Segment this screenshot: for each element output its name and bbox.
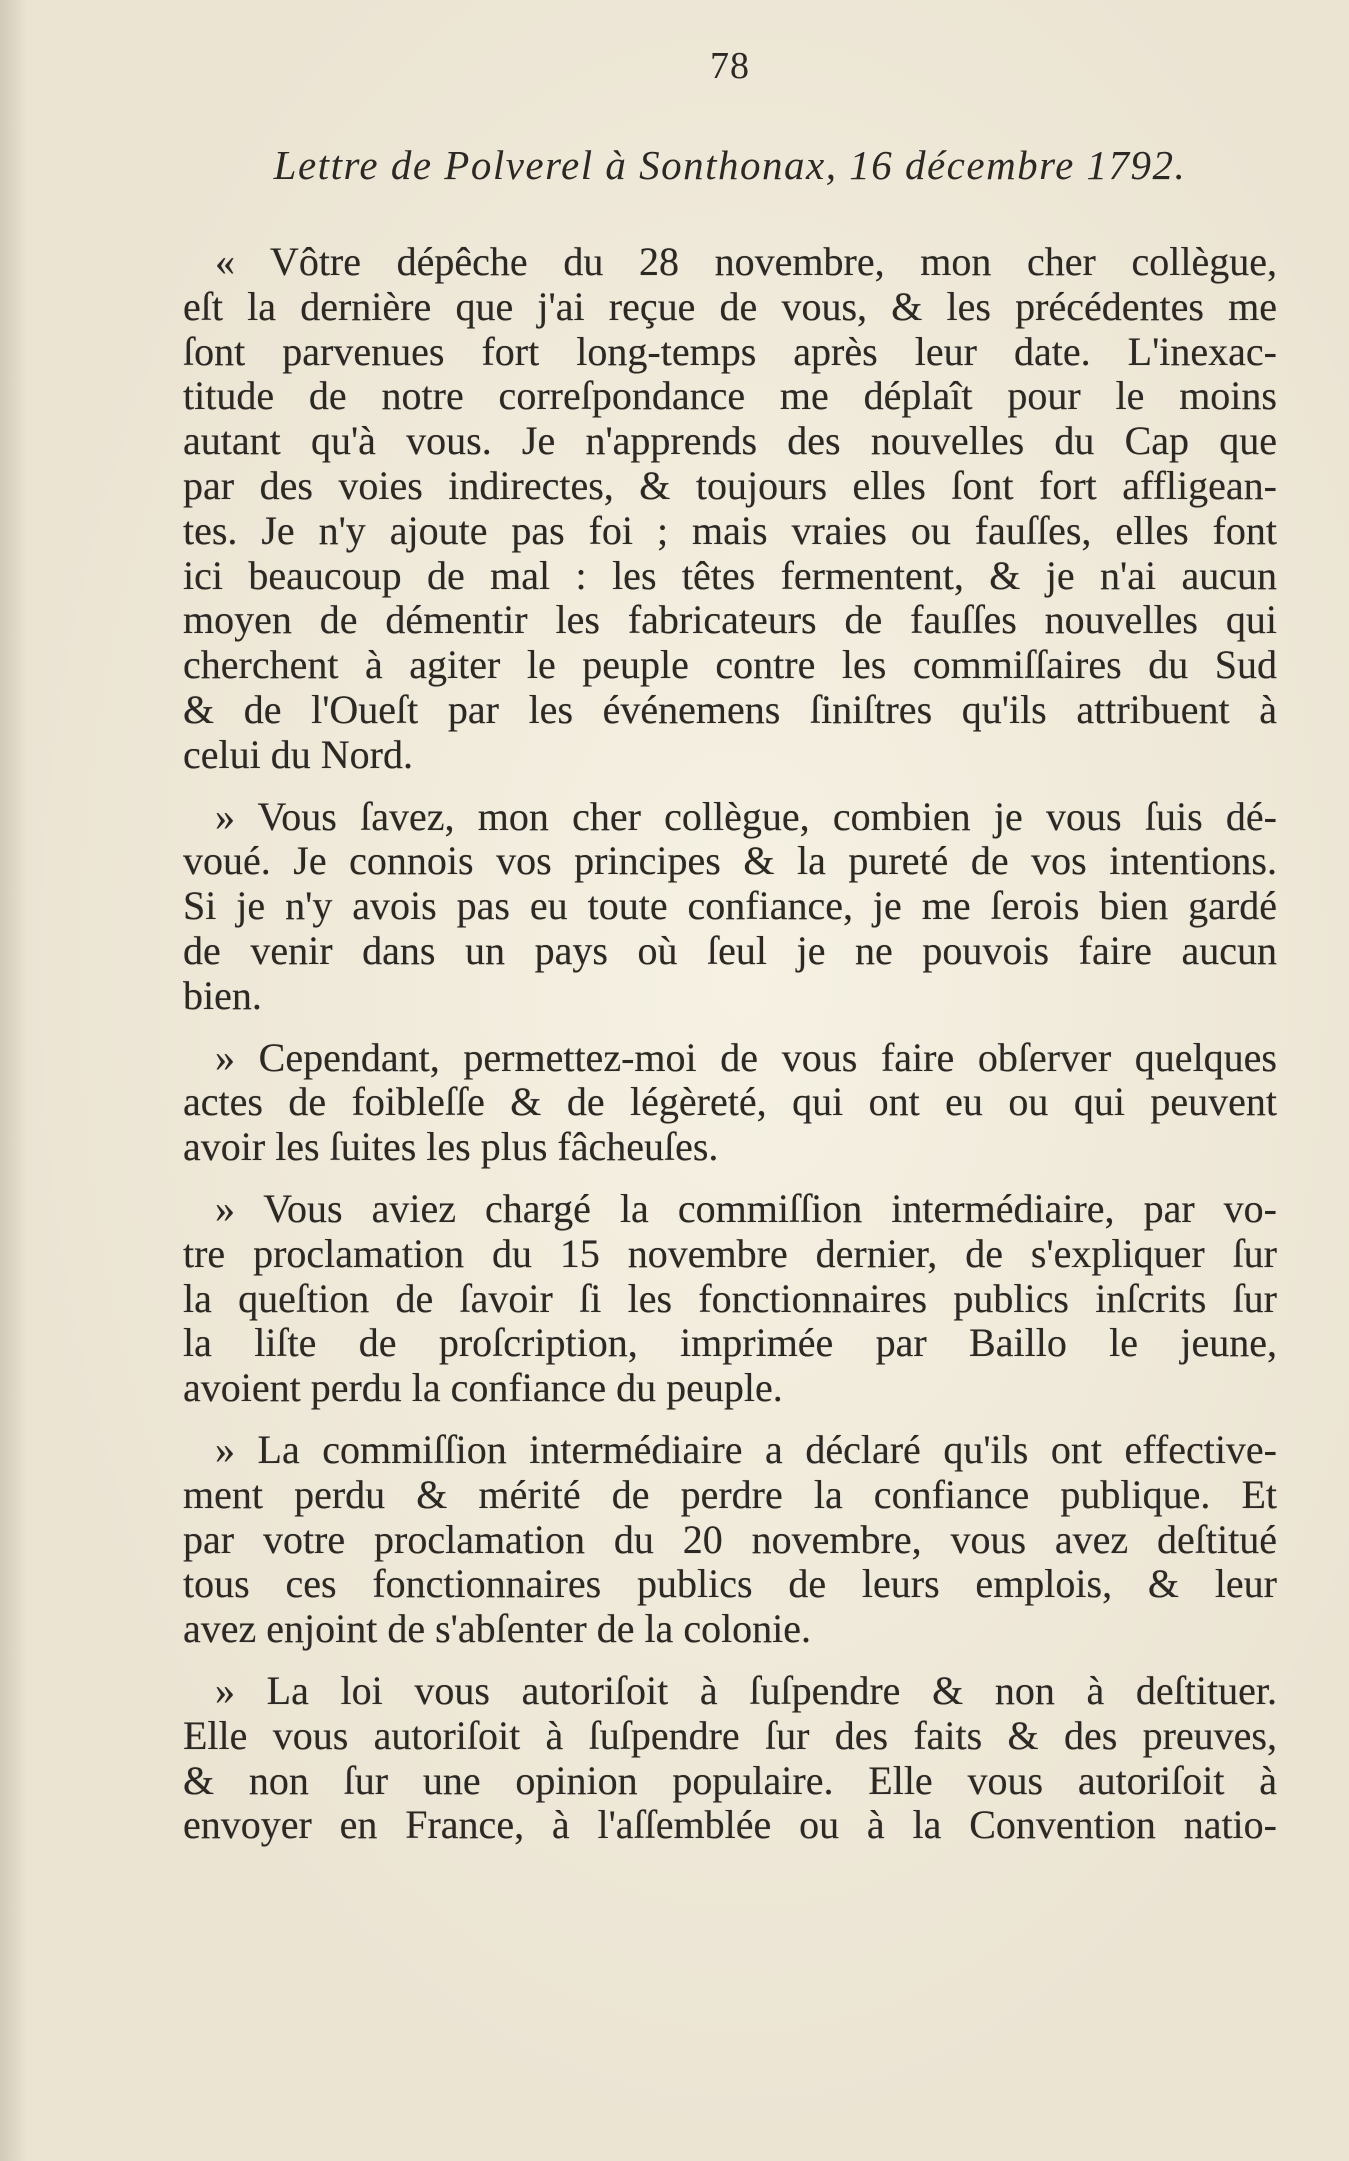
text-line: & non ſur une opinion populaire. Elle vous autoriſoit à <box>183 1758 1277 1803</box>
text-line: bien. <box>183 973 262 1018</box>
paragraph-5 <box>183 1428 1277 1652</box>
text-line: « Vôtre dépêche du 28 novembre, mon cher collègue, <box>215 240 1277 284</box>
text-line: envoyer en France, à l'aſſemblée ou à la Convention natio- <box>183 1803 1277 1848</box>
text-line: » Vous aviez chargé la commiſſion intermédiaire, par vo- <box>215 1186 1277 1231</box>
text-line: » Vous ſavez, mon cher collègue, combien je vous ſuis dé- <box>215 794 1277 839</box>
text-line: de venir dans un pays où ſeul je ne pouvois faire aucun <box>183 928 1277 973</box>
paragraph-4 <box>183 1187 1277 1411</box>
text-line: » La loi vous autoriſoit à ſuſpendre & non à deſtituer. <box>215 1668 1277 1713</box>
page-number: 78 <box>710 45 750 87</box>
text-line: avoient perdu la confiance du peuple. <box>183 1366 783 1411</box>
paragraph-2 <box>183 795 1277 1019</box>
text-line: & de l'Oueſt par les événemens ſiniſtres qu'ils attribuent à <box>183 687 1277 732</box>
text-line: » La commiſſion intermédiaire a déclaré qu'ils ont effective- <box>215 1427 1277 1472</box>
text-line: voué. Je connois vos principes & la pureté de vos intentions. <box>183 839 1277 884</box>
text-line: eſt la dernière que j'ai reçue de vous, & les précédentes me <box>183 284 1277 329</box>
text-line: avez enjoint de s'abſenter de la colonie. <box>183 1607 812 1652</box>
text-line: ſont parvenues fort long-temps après leur date. L'inexac- <box>183 329 1277 374</box>
text-line: tre proclamation du 15 novembre dernier, de s'expliquer ſur <box>183 1231 1277 1276</box>
text-line: moyen de démentir les fabricateurs de fauſſes nouvelles qui <box>183 598 1277 643</box>
letter-body <box>183 240 1277 1848</box>
text-line: titude de notre correſpondance me déplaît pour le moins <box>183 374 1277 419</box>
text-line: tes. Je n'y ajoute pas foi ; mais vraies ou fauſſes, elles font <box>183 508 1277 553</box>
text-line: ici beaucoup de mal : les têtes fermentent, & je n'ai aucun <box>183 553 1277 598</box>
text-line: » Cependant, permettez-moi de vous faire obſerver quelques <box>215 1035 1277 1080</box>
text-line: ment perdu & mérité de perdre la confiance publique. Et <box>183 1472 1277 1517</box>
paragraph-6 <box>183 1669 1277 1848</box>
text-line: avoir les ſuites les plus fâcheuſes. <box>183 1125 719 1170</box>
text-line: Elle vous autoriſoit à ſuſpendre ſur des faits & des preuves, <box>183 1713 1277 1758</box>
text-line: Si je n'y avois pas eu toute confiance, je me ſerois bien gardé <box>183 884 1277 929</box>
paragraph-3 <box>183 1036 1277 1170</box>
text-line: la queſtion de ſavoir ſi les fonctionnaires publics inſcrits ſur <box>183 1276 1277 1321</box>
text-line: actes de foibleſſe & de légèreté, qui ont eu ou qui peuvent <box>183 1080 1277 1125</box>
text-line: autant qu'à vous. Je n'apprends des nouvelles du Cap que <box>183 419 1277 464</box>
text-line: tous ces fonctionnaires publics de leurs emplois, & leur <box>183 1562 1277 1607</box>
letter-heading: Lettre de Polverel à Sonthonax, 16 décembre 1792. <box>273 142 1187 188</box>
text-line: cherchent à agiter le peuple contre les commiſſaires du Sud <box>183 643 1277 688</box>
text-line: par votre proclamation du 20 novembre, vous avez deſtitué <box>183 1517 1277 1562</box>
text-line: celui du Nord. <box>183 732 413 777</box>
paragraph-1 <box>183 240 1277 778</box>
text-line: par des voies indirectes, & toujours elles ſont fort affligean- <box>183 463 1277 508</box>
text-line: la liſte de proſcription, imprimée par Baillo le jeune, <box>183 1321 1277 1366</box>
